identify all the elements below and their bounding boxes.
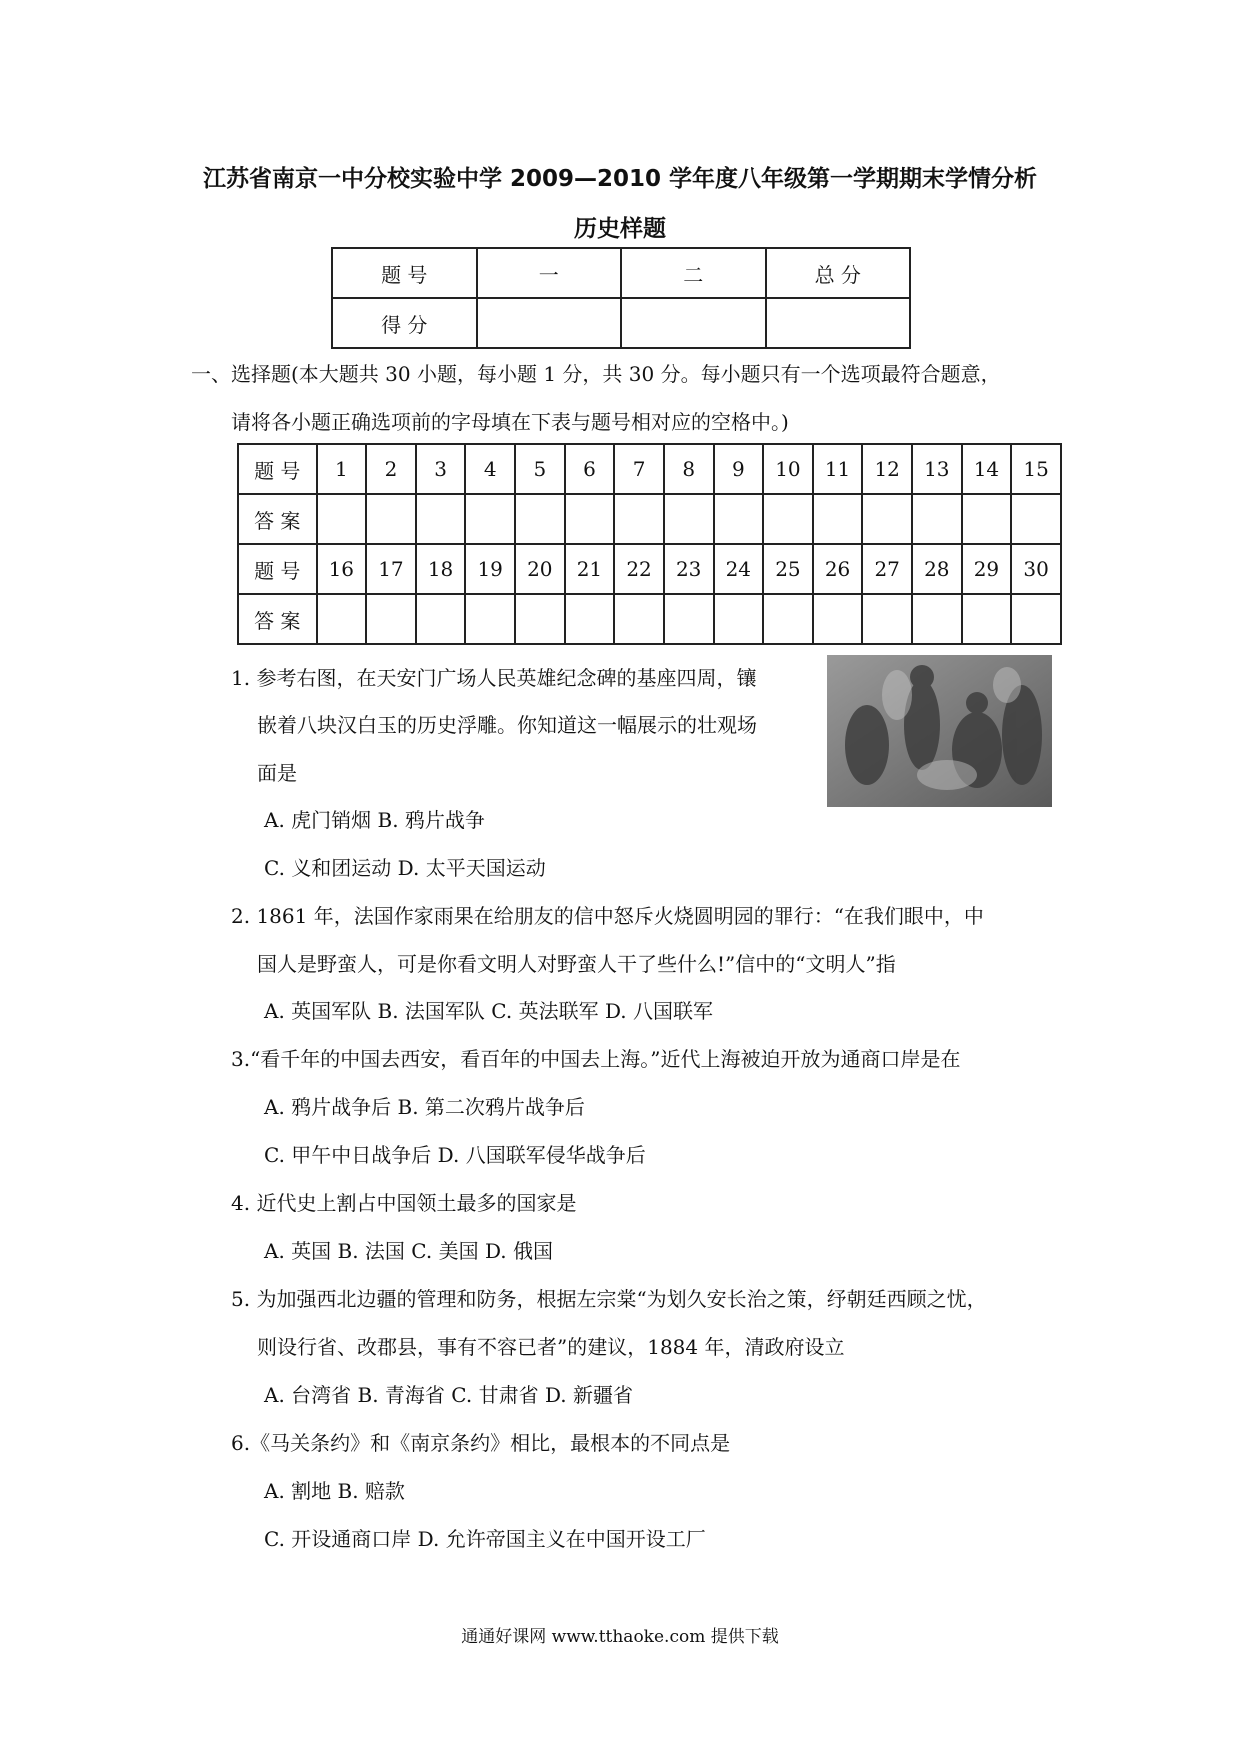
answer-number-cell: 4 bbox=[465, 444, 515, 494]
question-1-options-c-d: C. 义和团运动 D. 太平天国运动 bbox=[264, 856, 546, 880]
answer-number-cell: 19 bbox=[465, 544, 515, 594]
score-blank-cell[interactable] bbox=[477, 298, 622, 348]
section1-instruction-line2: 请将各小题正确选项前的字母填在下表与题号相对应的空格中。) bbox=[231, 410, 789, 434]
answer-number-cell: 26 bbox=[813, 544, 863, 594]
answer-number-cell: 23 bbox=[664, 544, 714, 594]
question-3-line1: 3.“看千年的中国去西安，看百年的中国去上海。”近代上海被迫开放为通商口岸是在 bbox=[231, 1047, 961, 1071]
answer-number-cell: 10 bbox=[763, 444, 813, 494]
question-4-options: A. 英国 B. 法国 C. 美国 D. 俄国 bbox=[264, 1239, 553, 1263]
answer-blank-cell[interactable] bbox=[912, 494, 962, 544]
question-3-options-c-d: C. 甲午中日战争后 D. 八国联军侵华战争后 bbox=[264, 1143, 646, 1167]
section1-instruction-line1: 一、选择题(本大题共 30 小题，每小题 1 分，共 30 分。每小题只有一个选项最符合题意， bbox=[191, 362, 1001, 386]
question-5-options: A. 台湾省 B. 青海省 C. 甘肃省 D. 新疆省 bbox=[264, 1383, 633, 1407]
answer-number-cell: 17 bbox=[366, 544, 416, 594]
answer-number-cell: 13 bbox=[912, 444, 962, 494]
answer-blank-cell[interactable] bbox=[912, 594, 962, 644]
answer-blank-cell[interactable] bbox=[465, 494, 515, 544]
answer-blank-cell[interactable] bbox=[565, 594, 615, 644]
answer-blank-cell[interactable] bbox=[763, 594, 813, 644]
score-header-cell: 总 分 bbox=[766, 248, 911, 298]
answer-blank-cell[interactable] bbox=[317, 594, 367, 644]
question-6-options-c-d: C. 开设通商口岸 D. 允许帝国主义在中国开设工厂 bbox=[264, 1527, 706, 1551]
answer-blank-cell[interactable] bbox=[515, 594, 565, 644]
answer-blank-cell[interactable] bbox=[416, 494, 466, 544]
answer-blank-cell[interactable] bbox=[862, 494, 912, 544]
answer-blank-cell[interactable] bbox=[763, 494, 813, 544]
question-2-line1: 2. 1861 年，法国作家雨果在给朋友的信中怒斥火烧圆明园的罪行：“在我们眼中，中 bbox=[231, 904, 984, 928]
answer-number-cell: 30 bbox=[1011, 544, 1061, 594]
answer-number-cell: 20 bbox=[515, 544, 565, 594]
answer-number-cell: 6 bbox=[565, 444, 615, 494]
question-1-options-a-b: A. 虎门销烟 B. 鸦片战争 bbox=[264, 808, 485, 832]
table-row bbox=[332, 248, 910, 298]
table-row bbox=[332, 298, 910, 348]
answer-blank-cell[interactable] bbox=[614, 494, 664, 544]
question-6-line1: 6.《马关条约》和《南京条约》相比，最根本的不同点是 bbox=[231, 1431, 731, 1455]
question-2-line2: 国人是野蛮人，可是你看文明人对野蛮人干了些什么!”信中的“文明人”指 bbox=[257, 952, 896, 976]
answer-blank-cell[interactable] bbox=[366, 594, 416, 644]
answer-blank-cell[interactable] bbox=[416, 594, 466, 644]
question-1-line1: 1. 参考右图，在天安门广场人民英雄纪念碑的基座四周，镶 bbox=[231, 666, 757, 690]
score-header-cell: 二 bbox=[621, 248, 766, 298]
answer-num-label: 题 号 bbox=[238, 544, 317, 594]
answer-blank-cell[interactable] bbox=[962, 494, 1012, 544]
answer-number-cell: 22 bbox=[614, 544, 664, 594]
answer-num-label: 题 号 bbox=[238, 444, 317, 494]
score-label-cell: 得 分 bbox=[332, 298, 477, 348]
answer-number-cell: 27 bbox=[862, 544, 912, 594]
answer-number-cell: 29 bbox=[962, 544, 1012, 594]
page-subtitle: 历史样题 bbox=[574, 216, 666, 242]
answer-blank-cell[interactable] bbox=[664, 594, 714, 644]
answer-blank-cell[interactable] bbox=[813, 594, 863, 644]
answer-number-cell: 2 bbox=[366, 444, 416, 494]
table-row bbox=[238, 594, 1061, 644]
answer-number-cell: 24 bbox=[714, 544, 764, 594]
question-6-options-a-b: A. 割地 B. 赔款 bbox=[264, 1479, 405, 1503]
answer-blank-cell[interactable] bbox=[862, 594, 912, 644]
answer-blank-cell[interactable] bbox=[1011, 494, 1061, 544]
answer-number-cell: 28 bbox=[912, 544, 962, 594]
answer-blank-cell[interactable] bbox=[366, 494, 416, 544]
answer-ans-label: 答 案 bbox=[238, 594, 317, 644]
answer-blank-cell[interactable] bbox=[714, 594, 764, 644]
score-blank-cell[interactable] bbox=[621, 298, 766, 348]
answer-number-cell: 14 bbox=[962, 444, 1012, 494]
answer-number-cell: 18 bbox=[416, 544, 466, 594]
score-header-cell: 一 bbox=[477, 248, 622, 298]
answer-number-cell: 7 bbox=[614, 444, 664, 494]
answer-ans-label: 答 案 bbox=[238, 494, 317, 544]
answer-blank-cell[interactable] bbox=[317, 494, 367, 544]
answer-blank-cell[interactable] bbox=[962, 594, 1012, 644]
answer-number-cell: 25 bbox=[763, 544, 813, 594]
answer-blank-cell[interactable] bbox=[714, 494, 764, 544]
question-4-line1: 4. 近代史上割占中国领土最多的国家是 bbox=[231, 1191, 577, 1215]
answer-blank-cell[interactable] bbox=[465, 594, 515, 644]
footer-download-note: 通通好课网 www.tthaoke.com 提供下载 bbox=[461, 1627, 779, 1647]
answer-number-cell: 1 bbox=[317, 444, 367, 494]
score-header-cell: 题 号 bbox=[332, 248, 477, 298]
answer-blank-cell[interactable] bbox=[813, 494, 863, 544]
answer-number-cell: 16 bbox=[317, 544, 367, 594]
question-5-line1: 5. 为加强西北边疆的管理和防务，根据左宗棠“为划久安长治之策，纾朝廷西顾之忧， bbox=[231, 1287, 987, 1311]
page-title: 江苏省南京一中分校实验中学 2009—2010 学年度八年级第一学期期末学情分析 bbox=[202, 166, 1038, 192]
score-blank-cell[interactable] bbox=[766, 298, 911, 348]
table-row bbox=[238, 544, 1061, 594]
answer-number-cell: 12 bbox=[862, 444, 912, 494]
answer-number-cell: 15 bbox=[1011, 444, 1061, 494]
answer-number-cell: 5 bbox=[515, 444, 565, 494]
answer-table bbox=[237, 443, 1062, 645]
question-5-line2: 则设行省、改郡县，事有不容已者”的建议，1884 年，清政府设立 bbox=[257, 1335, 845, 1359]
answer-number-cell: 8 bbox=[664, 444, 714, 494]
table-row bbox=[238, 494, 1061, 544]
answer-blank-cell[interactable] bbox=[614, 594, 664, 644]
question-1-line2: 嵌着八块汉白玉的历史浮雕。你知道这一幅展示的壮观场 bbox=[257, 713, 757, 737]
answer-number-cell: 21 bbox=[565, 544, 615, 594]
answer-blank-cell[interactable] bbox=[515, 494, 565, 544]
question-1-line3: 面是 bbox=[257, 761, 297, 785]
answer-blank-cell[interactable] bbox=[565, 494, 615, 544]
table-row bbox=[238, 444, 1061, 494]
question-3-options-a-b: A. 鸦片战争后 B. 第二次鸦片战争后 bbox=[264, 1095, 585, 1119]
answer-blank-cell[interactable] bbox=[664, 494, 714, 544]
answer-number-cell: 3 bbox=[416, 444, 466, 494]
answer-number-cell: 9 bbox=[714, 444, 764, 494]
answer-number-cell: 11 bbox=[813, 444, 863, 494]
monument-relief-image bbox=[827, 655, 1052, 807]
score-table bbox=[331, 247, 911, 349]
question-2-options: A. 英国军队 B. 法国军队 C. 英法联军 D. 八国联军 bbox=[264, 999, 713, 1023]
answer-blank-cell[interactable] bbox=[1011, 594, 1061, 644]
